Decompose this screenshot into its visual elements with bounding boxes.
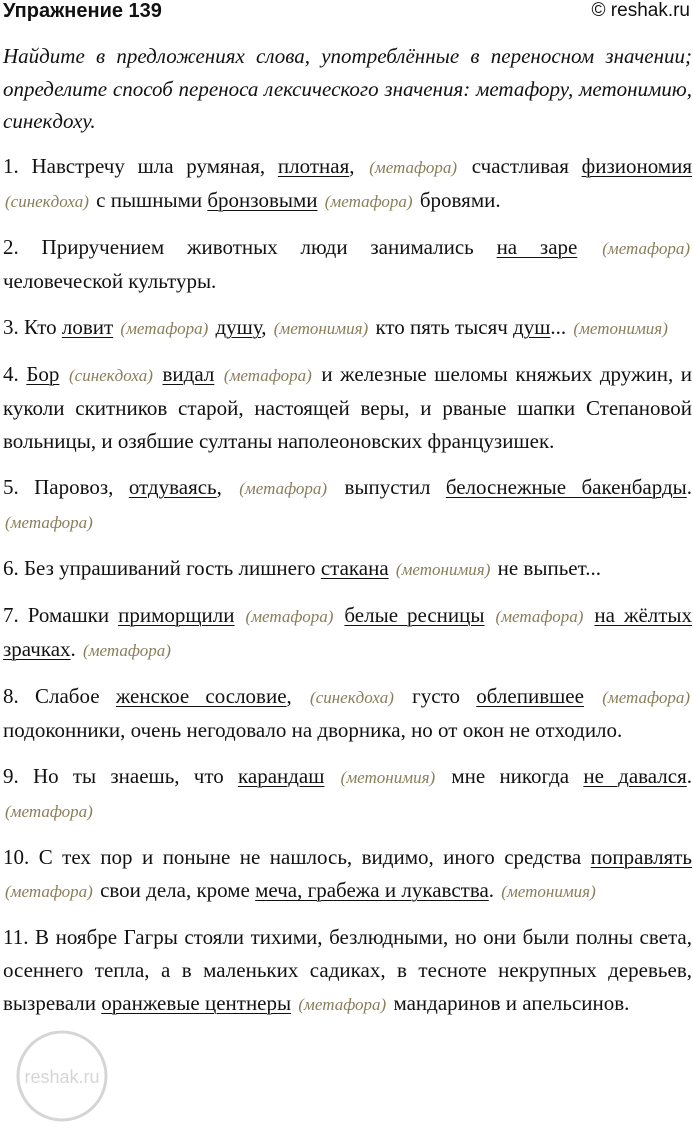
sentence-text: выпустил xyxy=(329,475,446,499)
sentence-text: , xyxy=(286,684,309,708)
copyright-label: © reshak.ru xyxy=(591,0,690,21)
trope-label: (синекдоха) xyxy=(310,688,394,707)
sentence-text: . xyxy=(686,764,693,788)
sentence-text: 6. Без упрашиваний гость лишнего xyxy=(3,556,321,580)
sentence-text: мандаринов и апельсинов. xyxy=(388,991,630,1015)
sentence-item xyxy=(3,358,692,458)
svg-text:reshak.ru: reshak.ru xyxy=(24,1067,100,1087)
sentence-text xyxy=(584,684,600,708)
sentence-text xyxy=(324,764,338,788)
figurative-word: ловит xyxy=(61,315,114,339)
sentence-text: 4. xyxy=(3,362,27,386)
task-instruction: Найдите в предложениях слова, употреблённые в переносном значении; определите способ переноса лексического значения: метафору, метонимию, синекдоху. xyxy=(3,44,692,133)
trope-label: (метонимия) xyxy=(501,882,596,901)
sentence-text: , xyxy=(261,315,272,339)
trope-label: (метафора) xyxy=(239,479,328,498)
trope-label: (синекдоха) xyxy=(5,192,89,211)
sentence-text: 8. Слабое xyxy=(3,684,116,708)
figurative-word: бронзовыми xyxy=(207,188,318,212)
sentence-text: , xyxy=(349,154,368,178)
sentence-list xyxy=(3,150,692,1034)
figurative-word: меча, грабежа и лукавства xyxy=(255,878,489,902)
sentence-text: 5. Паровоз, xyxy=(3,475,129,499)
trope-label: (метафора) xyxy=(5,513,93,532)
figurative-word: стакана xyxy=(320,556,389,580)
sentence-text: . xyxy=(686,475,693,499)
figurative-word: женское сословие xyxy=(115,684,287,708)
trope-label: (синекдоха) xyxy=(69,366,153,385)
trope-label: (метонимия) xyxy=(573,319,668,338)
sentence-item xyxy=(3,760,692,828)
sentence-text xyxy=(59,362,67,386)
sentence-text: ... xyxy=(550,315,572,339)
sentence-item xyxy=(3,471,692,539)
sentence-text: 11. В ноябре Гагры стояли тихими, безлюдными, но они были полны света, осеннего тепла, а в маленьких садиках, в тесноте некрупных деревьев, вызревали xyxy=(3,925,692,1015)
trope-label: (метафора) xyxy=(5,882,93,901)
sentence-text: 3. Кто xyxy=(3,315,62,339)
sentence-item xyxy=(3,680,692,747)
trope-label: (метафора) xyxy=(298,995,387,1014)
sentence-text xyxy=(318,188,323,212)
sentence-text xyxy=(214,362,222,386)
trope-label: (метонимия) xyxy=(340,768,436,787)
trope-label: (метонимия) xyxy=(273,319,369,338)
figurative-word: видал xyxy=(162,362,215,386)
trope-label: (метафора) xyxy=(324,192,413,211)
sentence-text: и железные шеломы княжьих дружин, и куколи скитников старой, настоящей веры, и рваные шапки Степановой вольницы, и озябшие султаны наполеоновских французишек. xyxy=(3,362,693,453)
sentence-text xyxy=(485,603,494,627)
trope-label: (метафора) xyxy=(245,607,334,626)
figurative-word: физиономия xyxy=(581,154,692,178)
figurative-word: карандаш xyxy=(237,764,325,788)
figurative-word: на заре xyxy=(496,235,578,259)
sentence-text: 1. Навстречу шла румяная, xyxy=(3,154,278,178)
sentence-text: 7. Ромашки xyxy=(3,603,119,627)
sentence-text xyxy=(113,315,118,339)
sentence-text xyxy=(291,991,296,1015)
figurative-word: оранжевые центнеры xyxy=(101,991,292,1015)
trope-label: (метафора) xyxy=(120,319,209,338)
sentence-text: мне никогда xyxy=(437,764,584,788)
sentence-text: кто пять тысяч xyxy=(370,315,514,339)
sentence-item xyxy=(3,552,692,586)
trope-label: (метонимия) xyxy=(395,560,491,579)
sentence-text: . xyxy=(70,637,82,661)
sentence-text xyxy=(577,235,600,259)
trope-label: (метафора) xyxy=(602,239,691,258)
trope-label: (метафора) xyxy=(223,366,312,385)
figurative-word: облепившее xyxy=(476,684,584,708)
figurative-word: отдуваясь xyxy=(128,475,217,499)
figurative-word: на жёлтых зрачках xyxy=(3,603,693,661)
sentence-text: 9. Но ты знаешь, что xyxy=(3,764,238,788)
sentence-item xyxy=(3,841,692,908)
figurative-word: душ xyxy=(513,315,551,339)
sentence-text: 10. С тех пор и поныне не нашлось, видимо, иного средства xyxy=(3,845,591,869)
sentence-text: свои дела, кроме xyxy=(94,878,256,902)
sentence-text: густо xyxy=(395,684,477,708)
trope-label: (метафора) xyxy=(602,688,691,707)
sentence-text: бровями. xyxy=(414,188,501,212)
sentence-text: человеческой культуры. xyxy=(3,269,217,293)
sentence-item xyxy=(3,150,692,218)
sentence-text xyxy=(389,556,394,580)
sentence-text: 2. Приручением животных люди занимались xyxy=(3,235,497,259)
sentence-text: счастливая xyxy=(459,154,582,178)
page-header xyxy=(3,0,690,28)
trope-label: (метафора) xyxy=(83,641,171,660)
sentence-text: , xyxy=(216,475,238,499)
sentence-text: подоконники, очень негодовало на дворника, но от окон не отходило. xyxy=(3,718,623,742)
figurative-word: поправлять xyxy=(590,845,692,869)
sentence-item xyxy=(3,311,692,345)
figurative-word: не давался xyxy=(583,764,687,788)
sentence-item xyxy=(3,599,692,667)
trope-label: (метафора) xyxy=(5,802,93,821)
sentence-text: . xyxy=(488,878,500,902)
sentence-text: не выпьет... xyxy=(492,556,601,580)
watermark-logo xyxy=(4,1026,124,1126)
trope-label: (метафора) xyxy=(369,158,458,177)
figurative-word: белые ресницы xyxy=(344,603,485,627)
exercise-title: Упражнение 139 xyxy=(3,0,162,22)
sentence-text: с пышными xyxy=(90,188,208,212)
figurative-word: Бор xyxy=(26,362,60,386)
figurative-word: душу xyxy=(215,315,262,339)
sentence-text xyxy=(235,603,244,627)
figurative-word: плотная xyxy=(277,154,350,178)
sentence-item xyxy=(3,921,692,1021)
figurative-word: приморщили xyxy=(118,603,235,627)
trope-label: (метафора) xyxy=(495,607,584,626)
figurative-word: белоснежные бакенбарды xyxy=(445,475,687,499)
sentence-item xyxy=(3,231,692,298)
